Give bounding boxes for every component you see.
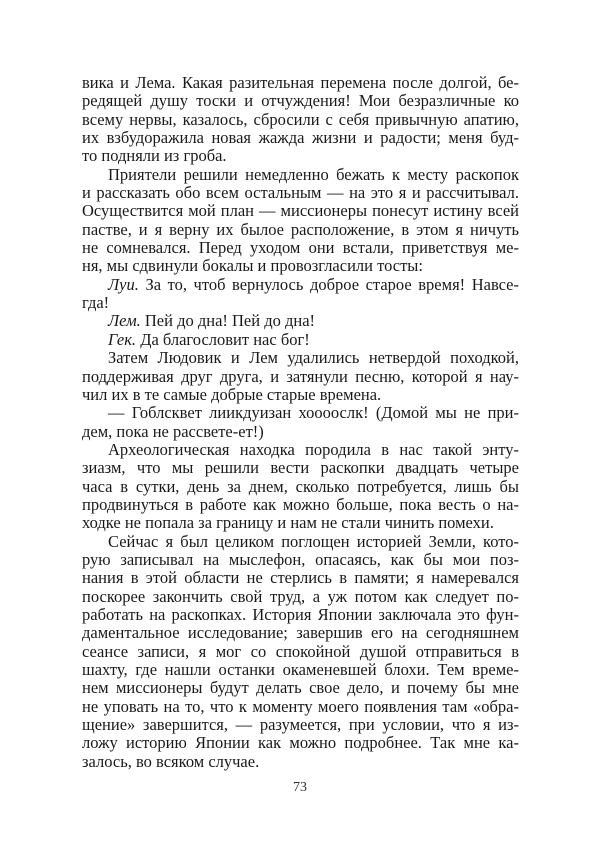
text-line: продвинуться в работе как можно больше, пока весть о на- bbox=[82, 494, 519, 514]
text-line: ходке не попала за границу и нам не стали чинить помехи. bbox=[82, 513, 494, 533]
text-line: то подняли из гроба. bbox=[82, 146, 227, 166]
text-line: щение» завершится, — разумеется, при условии, что я из- bbox=[82, 715, 519, 735]
speaker-name: Луи. bbox=[108, 274, 139, 294]
paragraph bbox=[82, 74, 519, 166]
text-line: всему нервы, казалось, сбросили с себя привычную апатию, bbox=[82, 109, 519, 129]
text-line: поскорее закончить свой труд, а уж потом как следует по- bbox=[82, 586, 519, 606]
text-line: ня, мы сдвинули бокалы и провозгласили тосты: bbox=[82, 256, 423, 276]
text-line: рую записывал на мыслефон, опасаясь, как бы мои поз- bbox=[82, 549, 519, 569]
text-line: Луи. За то, чтоб вернулось доброе старое время! Навсе- bbox=[108, 274, 519, 294]
paragraph bbox=[82, 349, 519, 404]
paragraph bbox=[82, 312, 519, 330]
page-number: 73 bbox=[293, 780, 307, 795]
text-line: поддерживая друг друга, и затянули песню, которой я нау- bbox=[82, 366, 519, 386]
text-line: не сомневался. Перед уходом они встали, приветствуя ме- bbox=[82, 238, 519, 258]
speaker-name: Лем. bbox=[108, 311, 141, 331]
text-line: Затем Людовик и Лем удалились нетвердой походкой, bbox=[108, 348, 519, 368]
text-line: ложу историю Японии как можно подробнее. Так мне ка- bbox=[82, 733, 519, 753]
text-line: — Гоблсквет лиикдуизан хоооослк! (Домой мы не при- bbox=[108, 403, 519, 423]
text-line: Лем. Пей до дна! Пей до дна! bbox=[108, 311, 316, 331]
paragraph bbox=[82, 404, 519, 441]
text-line: сеансе записи, я мог со спокойной душой отправиться в bbox=[82, 641, 519, 661]
text-line: часа в сутки, день за днем, сколько потребуется, лишь бы bbox=[82, 476, 519, 496]
text-line: Гек. Да благословит нас бог! bbox=[108, 329, 310, 349]
text-line: дем, пока не рассвете-ет!) bbox=[82, 421, 264, 441]
text-line: нем миссионеры будут делать свое дело, и почему бы мне bbox=[82, 678, 519, 698]
text-line: редящей душу тоски и отчуждения! Мои безразличные ко bbox=[82, 91, 519, 111]
text-line: гда! bbox=[82, 293, 110, 313]
text-line: шахту, где нашли останки окаменевшей блохи. Тем време- bbox=[82, 660, 519, 679]
text-line: Археологическая находка породила в нас такой энту- bbox=[108, 439, 519, 459]
text-line: их взбудоражила новая жажда жизни и радости; меня буд- bbox=[82, 128, 519, 148]
text-line: работать на раскопках. История Японии заключала это фун- bbox=[82, 604, 519, 624]
text-line: вика и Лема. Какая разительная перемена после долгой, бе- bbox=[82, 73, 519, 92]
text-line: не уповать на то, что к моменту моего появления там «обра- bbox=[82, 696, 519, 716]
text-line: Осуществится мой план — миссионеры понесут истину всей bbox=[82, 201, 519, 221]
text-line: и рассказать обо всем остальным — на это я и рассчитывал. bbox=[82, 183, 519, 203]
speaker-name: Гек. bbox=[108, 329, 137, 349]
text-line: залось, во всяком случае. bbox=[82, 751, 260, 771]
paragraph bbox=[82, 276, 519, 313]
paragraph bbox=[82, 331, 519, 349]
text-line: зиазм, что мы решили вести раскопки двадцать четыре bbox=[82, 458, 519, 478]
text-line: Сейчас я был целиком поглощен историей Земли, кото- bbox=[108, 531, 519, 551]
text-line: пастве, и я верну их былое расположение, в этом я ничуть bbox=[82, 219, 519, 239]
text-line: Приятели решили немедленно бежать к месту раскопок bbox=[108, 164, 519, 184]
paragraph bbox=[82, 166, 519, 276]
text-line: даментальное исследование; завершив его на сегодняшнем bbox=[82, 623, 519, 643]
paragraph bbox=[82, 533, 519, 771]
paragraph bbox=[82, 441, 519, 533]
text-line: чил их в те самые добрые старые времена. bbox=[82, 384, 382, 404]
text-block bbox=[82, 74, 519, 771]
text-line: нания в этой области не стерлись в памяти; я намеревался bbox=[82, 568, 519, 588]
